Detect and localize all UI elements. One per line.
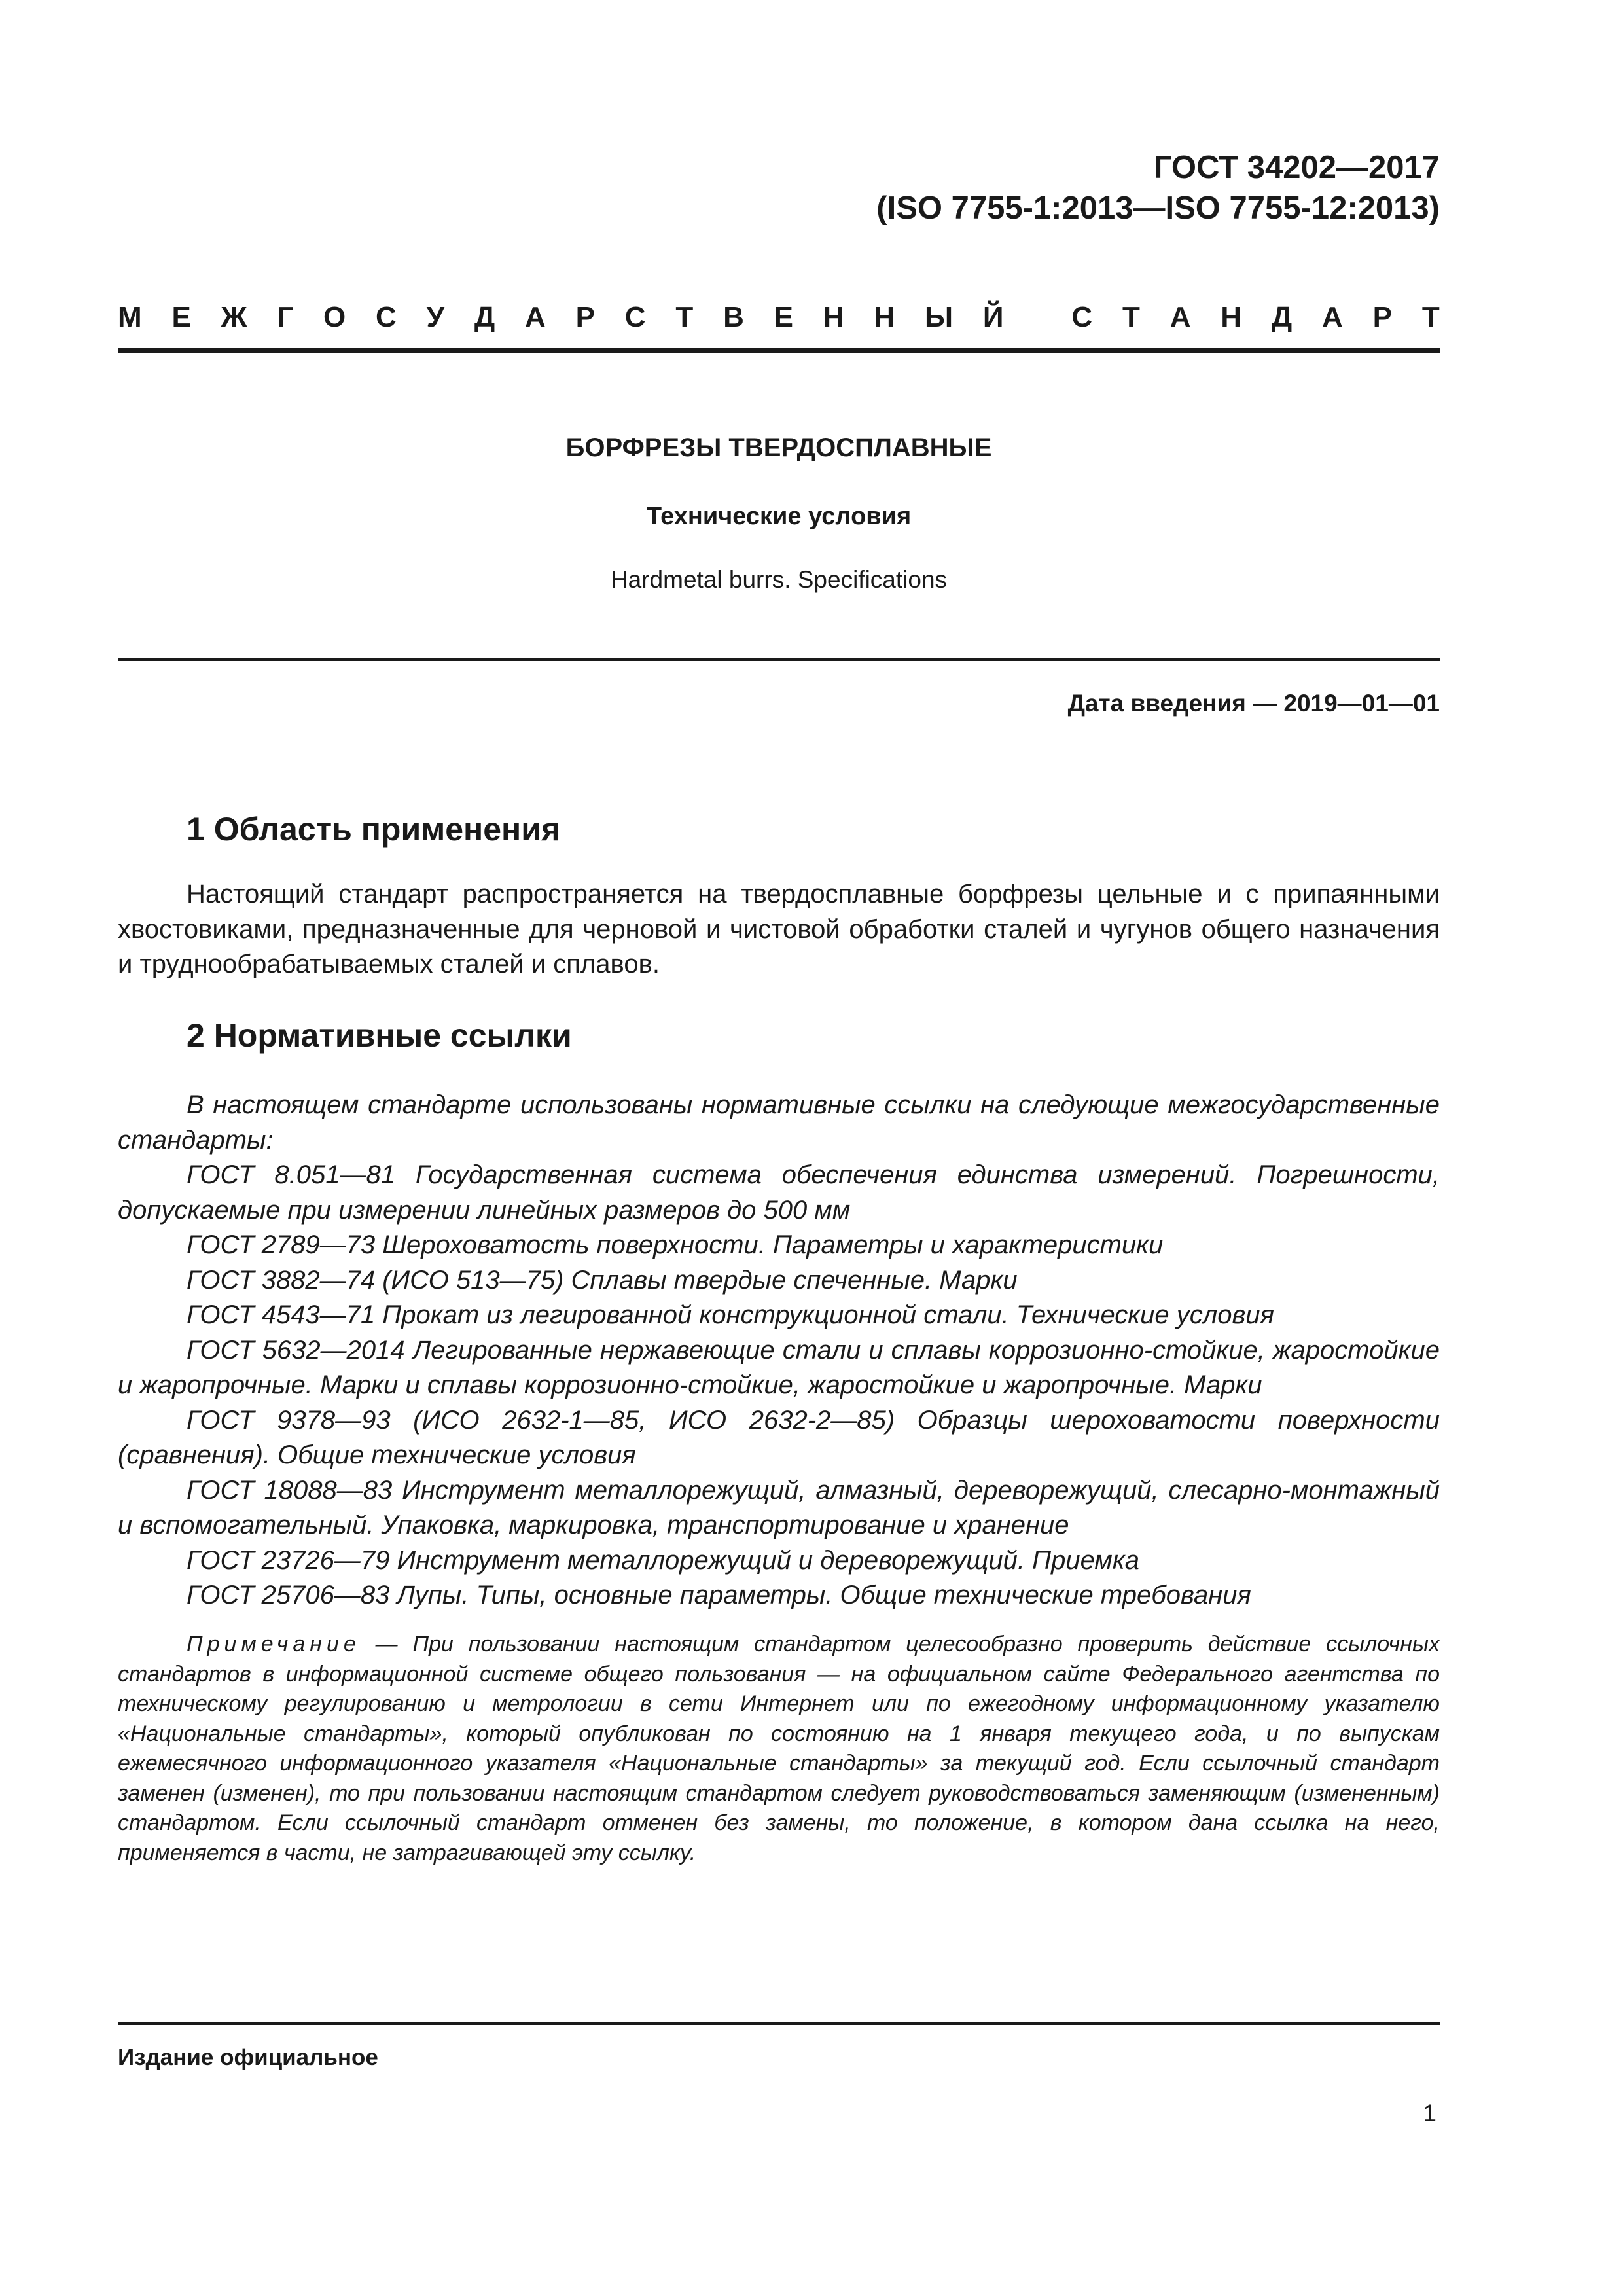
normative-references [118, 1088, 1440, 1613]
standard-number: ГОСТ 34202—2017 [1153, 150, 1440, 185]
introduction-date: Дата введения — 2019—01—01 [1067, 690, 1440, 717]
reference-item: ГОСТ 25706—83 Лупы. Типы, основные параметры. Общие технические требования [187, 1581, 1251, 1609]
references-intro: В настоящем стандарте использованы нормативные ссылки на следующие межгосударственные стандарты: [118, 1090, 1440, 1155]
note-label: Примечание [187, 1632, 361, 1657]
banner-letter: Р [575, 301, 595, 333]
document-subtitle: Технические условия [646, 503, 912, 530]
reference-item: ГОСТ 8.051—81 Государственная система обеспечения единства измерений. Погрешности, допускаемые при измерении линейных размеров до 500 мм [118, 1160, 1440, 1225]
interstate-standard-banner [118, 298, 1440, 337]
official-edition-label: Издание официальное [118, 2045, 378, 2070]
reference-item: ГОСТ 2789—73 Шероховатость поверхности. Параметры и характеристики [187, 1230, 1164, 1259]
document-title: БОРФРЕЗЫ ТВЕРДОСПЛАВНЫЕ [565, 433, 992, 462]
references-note [118, 1630, 1440, 1868]
banner-letter: В [723, 301, 744, 333]
banner-letter: М [118, 301, 142, 333]
banner-letter: С [1071, 301, 1093, 333]
reference-item: ГОСТ 3882—74 (ИСО 513—75) Сплавы твердые спеченные. Марки [187, 1265, 1018, 1295]
banner-gap [1033, 298, 1041, 337]
section-1-heading: 1 Область применения [187, 811, 561, 848]
banner-letter: Т [1122, 301, 1140, 333]
footer-divider [118, 2022, 1440, 2025]
banner-divider [118, 348, 1440, 353]
banner-letter: У [426, 301, 445, 333]
section-2-heading: 2 Нормативные ссылки [187, 1017, 572, 1054]
banner-letter: Е [774, 301, 794, 333]
document-title-english: Hardmetal burrs. Specifications [610, 566, 948, 593]
title-divider [118, 658, 1440, 661]
page-number: 1 [1423, 2100, 1436, 2126]
banner-letter: Д [474, 301, 495, 333]
banner-letter: Е [171, 301, 191, 333]
note-text: — При пользовании настоящим стандартом целесообразно проверить действие ссылочных стандартов в информационной системе общего пользования — на официальном сайте Федерального агентства по техническому регулированию и метрологии в сети Интернет или по ежегодному информационному указателю «Национальные стандарты», который опубликован по состоянию на 1 января текущего года, и по выпускам ежемесячного информационного указателя «Национальные стандарты» за текущий год. Если ссылочный стандарт заменен (изменен), то при пользовании настоящим стандартом следует руководствоваться заменяющим (измененным) стандартом. Если ссылочный стандарт отменен без замены, то положение, в котором дана ссылка на него, применяется в части, не затрагивающей эту ссылку. [118, 1632, 1440, 1865]
banner-letter: А [525, 301, 546, 333]
banner-letter: Ы [925, 301, 954, 333]
banner-letter: Т [1421, 301, 1440, 333]
reference-item: ГОСТ 4543—71 Прокат из легированной конструкционной стали. Технические условия [187, 1300, 1275, 1329]
iso-reference: (ISO 7755-1:2013—ISO 7755-12:2013) [876, 190, 1440, 226]
banner-letter: А [1322, 301, 1343, 333]
reference-item: ГОСТ 23726—79 Инструмент металлорежущий и дереворежущий. Приемка [187, 1545, 1139, 1575]
section-1-paragraph: Настоящий стандарт распространяется на твердосплавные борфрезы цельные и с припаянными хвостовиками, предназначенные для черновой и чистовой обработки сталей и чугунов общего назначения и труднообрабатываемых сталей и сплавов. [118, 880, 1440, 978]
reference-item: ГОСТ 9378—93 (ИСО 2632-1—85, ИСО 2632-2—85) Образцы шероховатости поверхности (сравнения). Общие технические условия [118, 1405, 1440, 1469]
standard-header [876, 147, 1440, 228]
banner-letter: О [323, 301, 346, 333]
banner-letter: Д [1271, 301, 1293, 333]
banner-letter: Т [675, 301, 694, 333]
banner-letter: Н [874, 301, 895, 333]
banner-letter: Н [1221, 301, 1242, 333]
banner-letter: А [1169, 301, 1191, 333]
banner-letter: Й [982, 301, 1004, 333]
section-1-body [118, 877, 1440, 982]
banner-letter: Р [1372, 301, 1392, 333]
banner-letter: Ж [221, 301, 247, 333]
banner-letter: Н [823, 301, 844, 333]
reference-item: ГОСТ 18088—83 Инструмент металлорежущий, алмазный, дереворежущий, слесарно-монтажный и вспомогательный. Упаковка, маркировка, транспортирование и хранение [118, 1475, 1440, 1539]
banner-letter: Г [277, 301, 294, 333]
banner-letter: С [624, 301, 646, 333]
banner-letter: С [376, 301, 397, 333]
reference-item: ГОСТ 5632—2014 Легированные нержавеющие стали и сплавы коррозионно-стойкие, жаростойкие и жаропрочные. Марки и сплавы коррозионно-стойкие, жаростойкие и жаропрочные. Марки [118, 1335, 1440, 1399]
